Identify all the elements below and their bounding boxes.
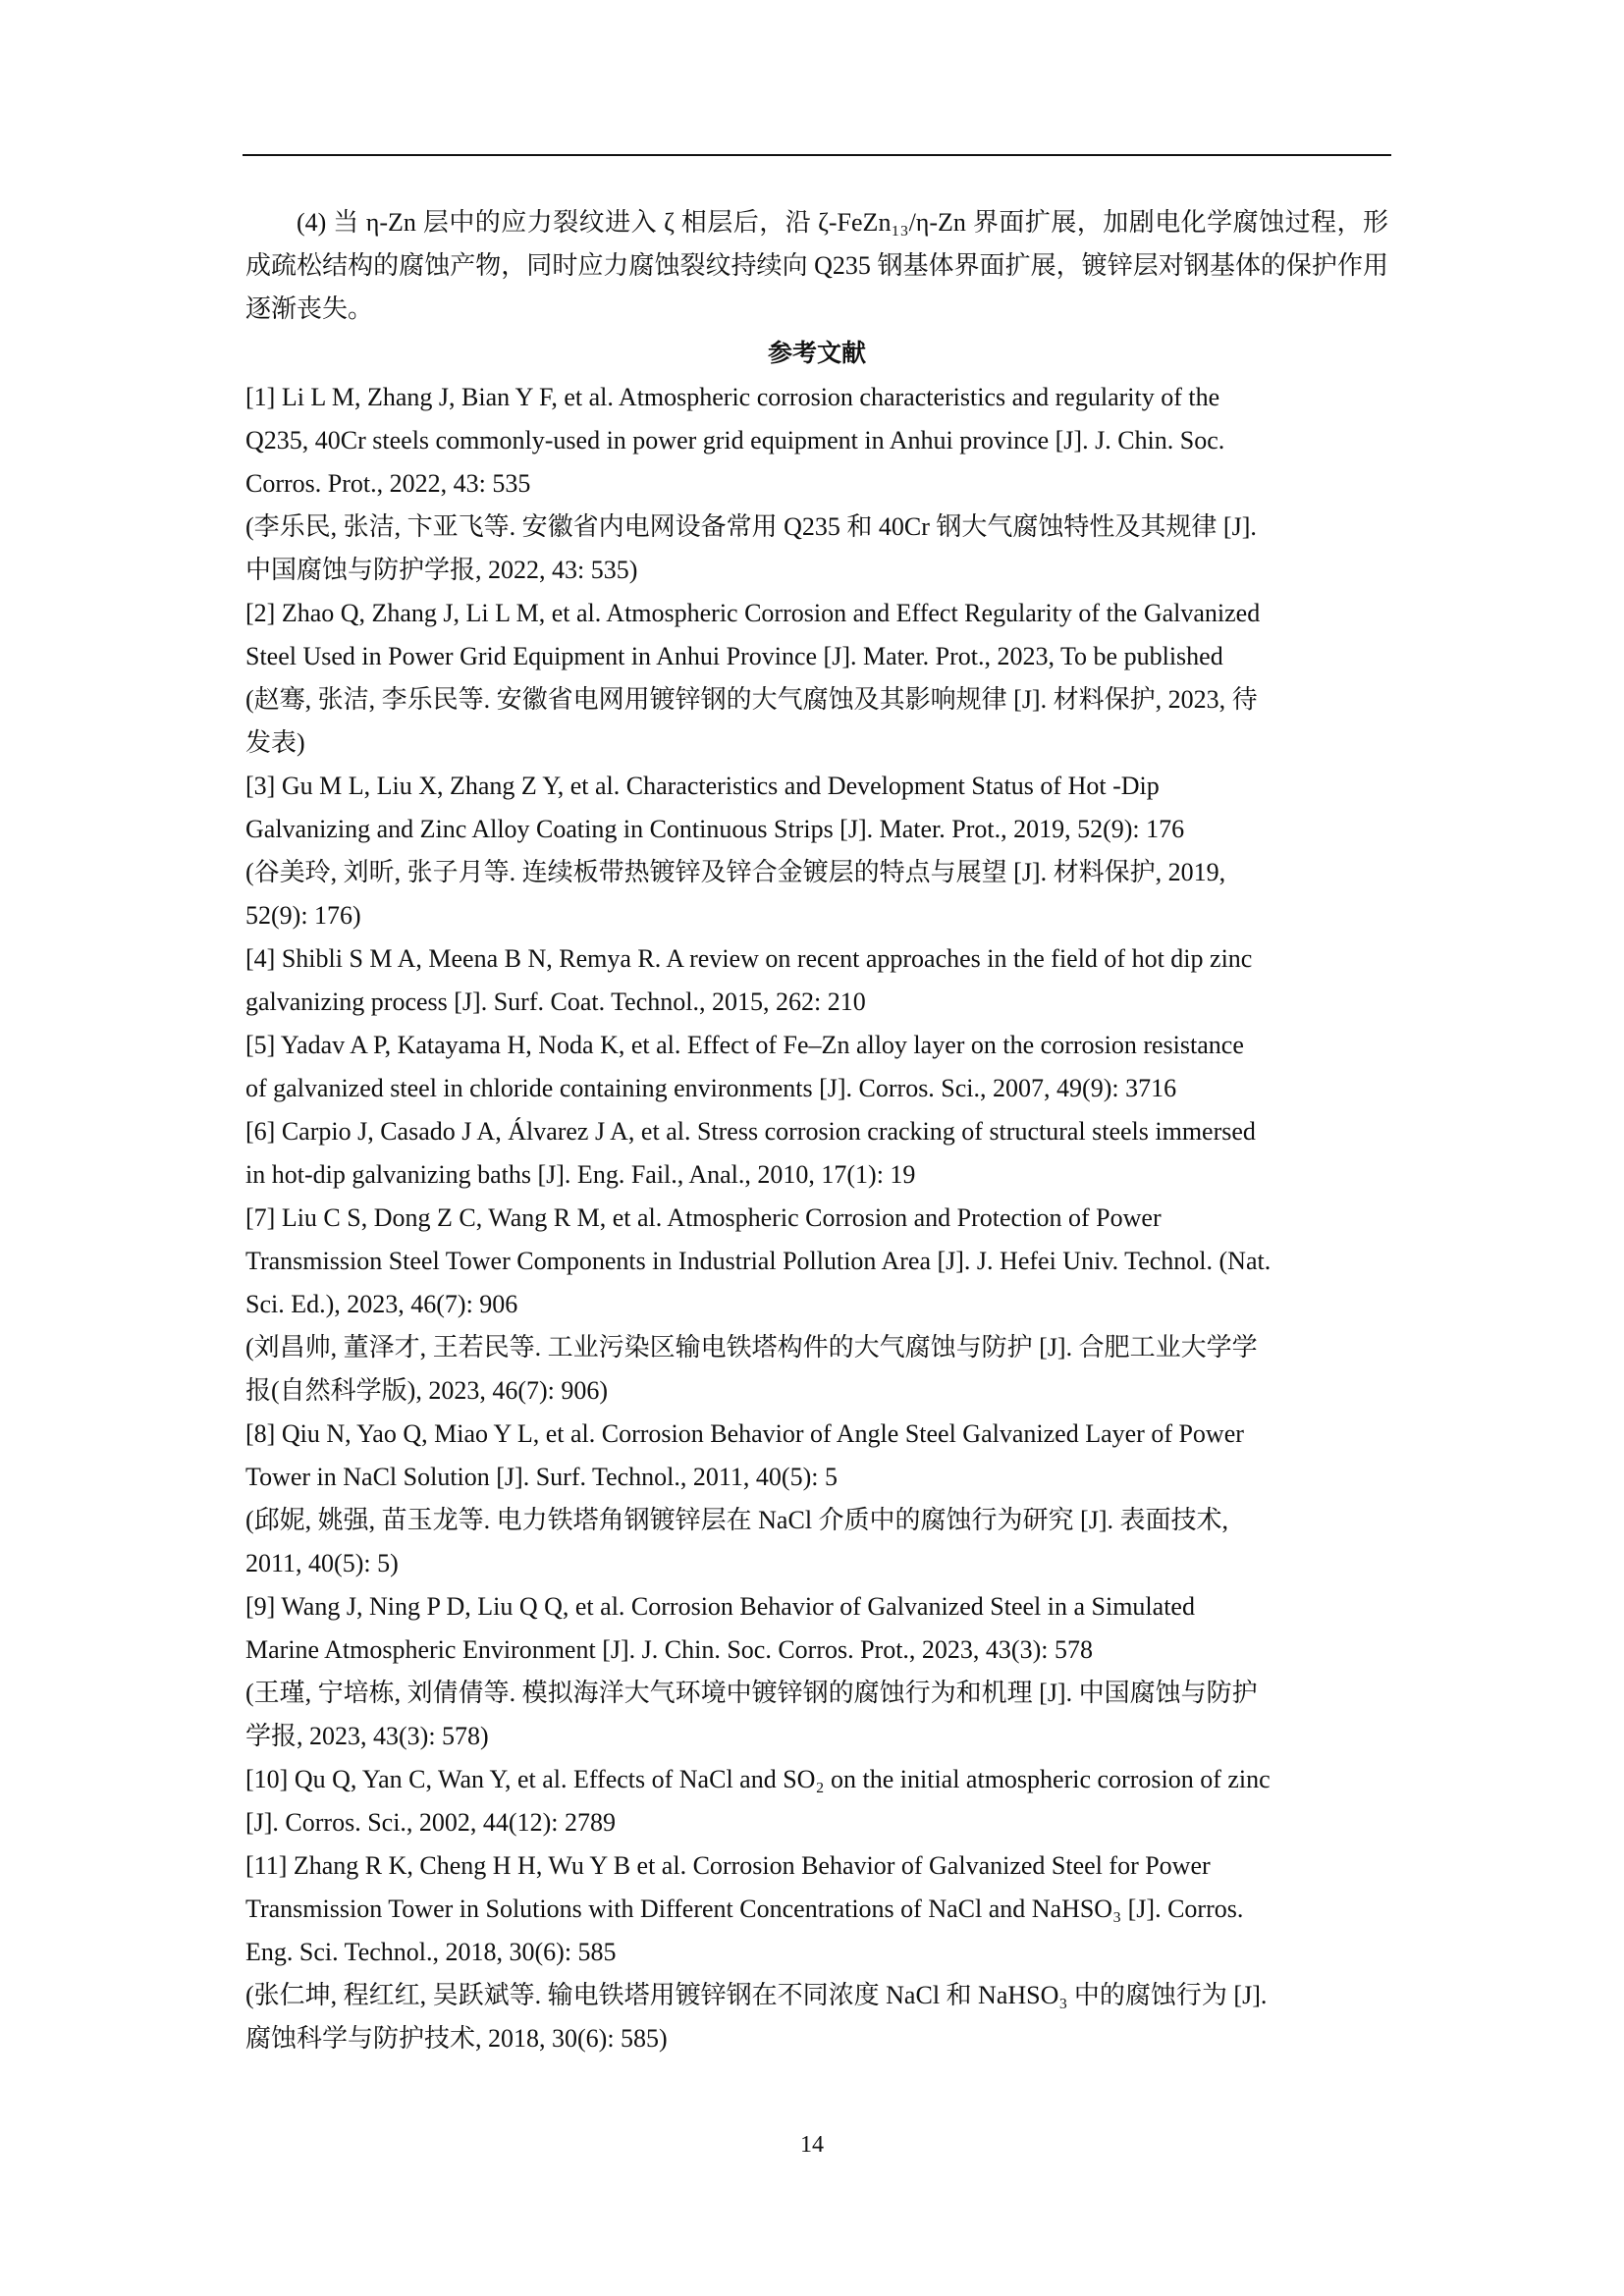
reference-line: [9] Wang J, Ning P D, Liu Q Q, et al. Corrosion Behavior of Galvanized Steel in a Simulated [245, 1592, 1195, 1621]
reference-line: [2] Zhao Q, Zhang J, Li L M, et al. Atmospheric Corrosion and Effect Regularity of the Galvanized [245, 599, 1261, 627]
reference-line: [7] Liu C S, Dong Z C, Wang R M, et al. Atmospheric Corrosion and Protection of Power [245, 1203, 1162, 1232]
page-body [245, 201, 1388, 2060]
reference-line: [1] Li L M, Zhang J, Bian Y F, et al. Atmospheric corrosion characteristics and regularity of the [245, 383, 1220, 411]
reference-line: galvanizing process [J]. Surf. Coat. Technol., 2015, 262: 210 [245, 988, 866, 1016]
reference-line: [J]. Corros. Sci., 2002, 44(12): 2789 [245, 1808, 616, 1837]
reference-line: [8] Qiu N, Yao Q, Miao Y L, et al. Corrosion Behavior of Angle Steel Galvanized Layer of Power [245, 1419, 1244, 1448]
paragraph-text: 层对钢基体的保护作用逐渐丧失。 [245, 251, 1388, 323]
reference-4 [245, 937, 1388, 1024]
reference-line: 学报, 2023, 43(3): 578) [245, 1722, 489, 1750]
reference-line: Tower in NaCl Solution [J]. Surf. Technol., 2011, 40(5): 5 [245, 1463, 838, 1491]
reference-5 [245, 1024, 1388, 1110]
reference-line: 报(自然科学版), 2023, 46(7): 906) [245, 1376, 609, 1405]
reference-line: [10] Qu Q, Yan C, Wan Y, et al. Effects of NaCl and SO₂ on the initial atmospheric corrosion of zinc [245, 1765, 1271, 1793]
reference-1 [245, 376, 1388, 592]
reference-line: 中国腐蚀与防护学报, 2022, 43: 535) [245, 556, 638, 584]
header-rule [243, 154, 1391, 156]
reference-line: 腐蚀科学与防护技术, 2018, 30(6): 585) [245, 2024, 668, 2053]
reference-line: [3] Gu M L, Liu X, Zhang Z Y, et al. Characteristics and Development Status of Hot -Dip [245, 772, 1160, 800]
reference-line: 2011, 40(5): 5) [245, 1549, 399, 1577]
reference-line: Corros. Prot., 2022, 43: 535 [245, 469, 531, 498]
reference-line: Sci. Ed.), 2023, 46(7): 906 [245, 1290, 518, 1318]
reference-line: [6] Carpio J, Casado J A, Álvarez J A, et al. Stress corrosion cracking of structural steels immersed [245, 1117, 1256, 1146]
paragraph-text: 蚀过程，形成疏松结构的腐蚀产物，同时应力腐蚀裂纹持续向 Q235 钢基体界面扩展，镀锌 [245, 208, 1388, 280]
paragraph-text: (4) 当 η-Zn 层中的应力裂纹进入 ζ 相层后，沿 ζ-FeZn₁₃/η-Zn 界面扩展，加剧电化学腐 [297, 208, 1260, 237]
reference-list [245, 376, 1388, 2060]
reference-line: Eng. Sci. Technol., 2018, 30(6): 585 [245, 1938, 617, 1966]
reference-line: (赵骞, 张洁, 李乐民等. 安徽省电网用镀锌钢的大气腐蚀及其影响规律 [J]. 材料保护, 2023, 待 [245, 685, 1258, 714]
reference-line: 52(9): 176) [245, 901, 361, 930]
reference-line: (李乐民, 张洁, 卞亚飞等. 安徽省内电网设备常用 Q235 和 40Cr 钢大气腐蚀特性及其规律 [J]. [245, 512, 1257, 541]
reference-line: [5] Yadav A P, Katayama H, Noda K, et al. Effect of Fe–Zn alloy layer on the corrosion resistance [245, 1031, 1244, 1059]
conclusion-paragraph [245, 201, 1388, 331]
reference-6 [245, 1110, 1388, 1197]
reference-line: (王瑾, 宁培栋, 刘倩倩等. 模拟海洋大气环境中镀锌钢的腐蚀行为和机理 [J]. 中国腐蚀与防护 [245, 1679, 1258, 1707]
reference-line: (邱妮, 姚强, 苗玉龙等. 电力铁塔角钢镀锌层在 NaCl 介质中的腐蚀行为研究 [J]. 表面技术, [245, 1506, 1228, 1534]
reference-11 [245, 1844, 1388, 2060]
reference-line: Transmission Steel Tower Components in Industrial Pollution Area [J]. J. Hefei Univ. Technol. (Nat. [245, 1247, 1272, 1275]
reference-2 [245, 592, 1388, 765]
reference-line: (谷美玲, 刘昕, 张子月等. 连续板带热镀锌及锌合金镀层的特点与展望 [J]. 材料保护, 2019, [245, 858, 1226, 886]
reference-line: Transmission Tower in Solutions with Different Concentrations of NaCl and NaHSO₃ [J]. Corros. [245, 1895, 1244, 1923]
references-heading: 参考文献 [767, 339, 866, 367]
reference-line: Q235, 40Cr steels commonly-used in power grid equipment in Anhui province [J]. J. Chin. Soc. [245, 426, 1225, 454]
reference-7 [245, 1197, 1388, 1413]
reference-line: (刘昌帅, 董泽才, 王若民等. 工业污染区输电铁塔构件的大气腐蚀与防护 [J]. 合肥工业大学学 [245, 1333, 1258, 1362]
reference-line: [11] Zhang R K, Cheng H H, Wu Y B et al. Corrosion Behavior of Galvanized Steel for Power [245, 1851, 1211, 1880]
reference-line: Marine Atmospheric Environment [J]. J. Chin. Soc. Corros. Prot., 2023, 43(3): 578 [245, 1635, 1093, 1664]
reference-line: 发表) [245, 728, 305, 757]
reference-line: (张仁坤, 程红红, 吴跃斌等. 输电铁塔用镀锌钢在不同浓度 NaCl 和 NaHSO₃ 中的腐蚀行为 [J]. [245, 1981, 1268, 2009]
reference-line: of galvanized steel in chloride containing environments [J]. Corros. Sci., 2007, 49(9): 3716 [245, 1074, 1177, 1102]
reference-line: in hot-dip galvanizing baths [J]. Eng. Fail., Anal., 2010, 17(1): 19 [245, 1160, 916, 1189]
reference-line: [4] Shibli S M A, Meena B N, Remya R. A review on recent approaches in the field of hot dip zinc [245, 944, 1253, 973]
reference-8 [245, 1413, 1388, 1585]
reference-10 [245, 1758, 1388, 1844]
reference-line: Steel Used in Power Grid Equipment in Anhui Province [J]. Mater. Prot., 2023, To be published [245, 642, 1223, 670]
reference-line: Galvanizing and Zinc Alloy Coating in Continuous Strips [J]. Mater. Prot., 2019, 52(9): 176 [245, 815, 1185, 843]
page-number: 14 [800, 2132, 824, 2158]
reference-9 [245, 1585, 1388, 1758]
reference-3 [245, 765, 1388, 937]
